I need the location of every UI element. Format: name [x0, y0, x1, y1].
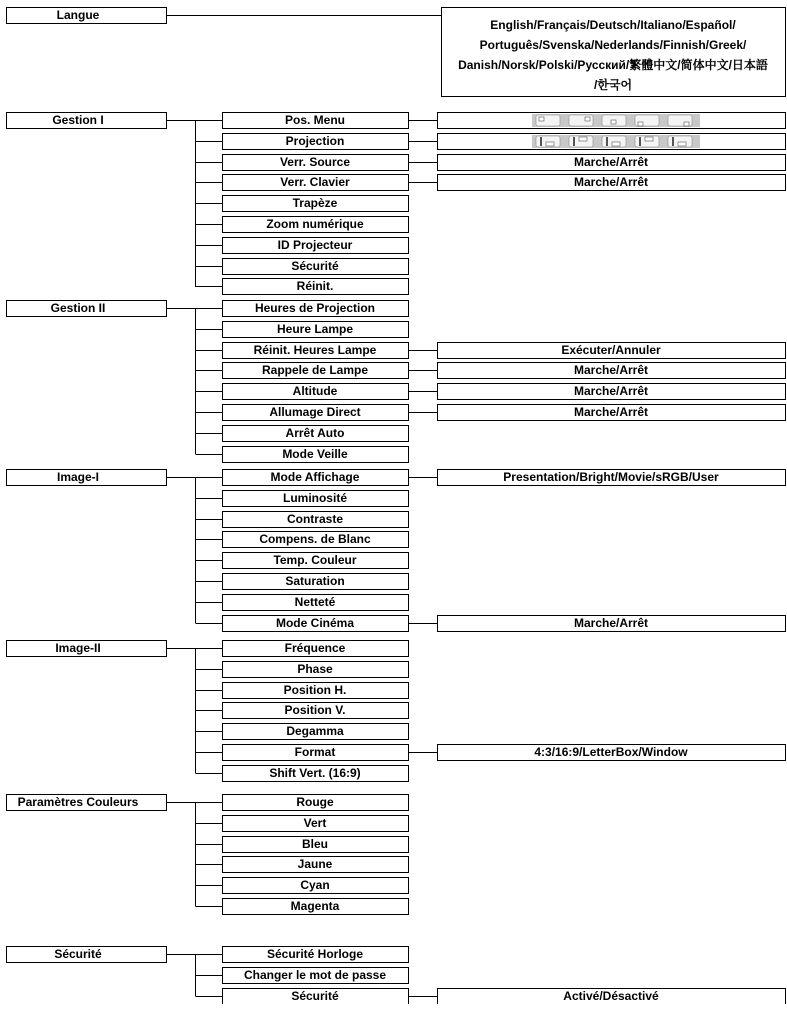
item-saturation-label: Saturation — [285, 574, 345, 588]
group-securite-label: Sécurité — [54, 947, 102, 961]
item-pos-menu-label: Pos. Menu — [284, 113, 346, 127]
item-cyan-label: Cyan — [300, 878, 330, 892]
language-options-line: Danish/Norsk/Polski/Русский/繁體中文/简体中文/日本語 — [458, 58, 768, 72]
item-trapeze-label: Trapèze — [292, 196, 338, 210]
item-rouge-label: Rouge — [296, 795, 334, 809]
item-securite-horloge-label: Sécurité Horloge — [266, 947, 364, 961]
item-verr-source-value: Marche/Arrêt — [573, 155, 649, 169]
item-jaune-label: Jaune — [297, 857, 333, 871]
group-gestion-ii-label: Gestion II — [50, 301, 106, 315]
item-securite-label: Sécurité — [291, 259, 339, 273]
item-arret-auto-label: Arrêt Auto — [285, 426, 345, 440]
item-position-v-label: Position V. — [284, 703, 346, 717]
menu-position-icons — [532, 114, 700, 127]
language-options-line: /한국어 — [593, 78, 633, 92]
item-compens-de-blanc-label: Compens. de Blanc — [259, 532, 371, 546]
item-altitude-label: Altitude — [292, 384, 338, 398]
item-reinit-heures-lampe-label: Réinit. Heures Lampe — [253, 343, 377, 357]
item-verr-clavier-label: Verr. Clavier — [280, 175, 350, 189]
item-bleu-label: Bleu — [301, 837, 329, 851]
group-image-i-label: Image-I — [56, 470, 100, 484]
language-options-line: Português/Svenska/Nederlands/Finnish/Greek/ — [479, 38, 747, 52]
item-projection-label: Projection — [285, 134, 345, 148]
item-luminosite-label: Luminosité — [282, 491, 348, 505]
language-options-line: English/Français/Deutsch/Italiano/Español/ — [490, 18, 736, 32]
item-allumage-direct-label: Allumage Direct — [269, 405, 361, 419]
item-mode-veille-label: Mode Veille — [282, 447, 348, 461]
item-mode-affichage-label: Mode Affichage — [270, 470, 360, 484]
item-heures-de-projection-label: Heures de Projection — [254, 301, 376, 315]
group-gestion-i-label: Gestion I — [52, 113, 104, 127]
item-securite-value: Activé/Désactivé — [563, 989, 659, 1003]
item-frequence-label: Fréquence — [284, 641, 346, 655]
item-zoom-numerique-label: Zoom numérique — [266, 217, 364, 231]
item-id-projecteur-label: ID Projecteur — [277, 238, 353, 252]
item-magenta-label: Magenta — [290, 899, 340, 913]
item-temp-couleur-label: Temp. Couleur — [273, 553, 357, 567]
item-mode-affichage-value: Presentation/Bright/Movie/sRGB/User — [503, 470, 719, 484]
item-phase-label: Phase — [297, 662, 333, 676]
item-reinit-label: Réinit. — [296, 279, 334, 293]
item-heure-lampe-label: Heure Lampe — [276, 322, 354, 336]
item-format-label: Format — [294, 745, 336, 759]
item-altitude-value: Marche/Arrêt — [573, 384, 649, 398]
group-image-ii-label: Image-II — [55, 641, 101, 655]
item-vert-label: Vert — [303, 816, 327, 830]
item-securite-label: Sécurité — [291, 989, 339, 1003]
item-verr-clavier-value: Marche/Arrêt — [573, 175, 649, 189]
item-mode-cinema-value: Marche/Arrêt — [573, 616, 649, 630]
item-degamma-label: Degamma — [286, 724, 344, 738]
item-shift-vert-16-9-label: Shift Vert. (16:9) — [269, 766, 361, 780]
item-verr-source-label: Verr. Source — [279, 155, 351, 169]
group-langue-label: Langue — [56, 8, 100, 22]
projection-mode-icons — [532, 135, 700, 148]
item-reinit-heures-lampe-value: Exécuter/Annuler — [561, 343, 661, 357]
item-changer-le-mot-de-passe-label: Changer le mot de passe — [243, 968, 387, 982]
item-rappele-de-lampe-value: Marche/Arrêt — [573, 363, 649, 377]
item-nettete-label: Netteté — [294, 595, 336, 609]
item-allumage-direct-value: Marche/Arrêt — [573, 405, 649, 419]
item-format-value: 4:3/16:9/LetterBox/Window — [534, 745, 688, 759]
item-rappele-de-lampe-label: Rappele de Lampe — [261, 363, 369, 377]
item-contraste-label: Contraste — [286, 512, 344, 526]
item-position-h-label: Position H. — [283, 683, 347, 697]
item-mode-cinema-label: Mode Cinéma — [275, 616, 355, 630]
group-parametres-couleurs-label: Paramètres Couleurs — [17, 795, 139, 809]
